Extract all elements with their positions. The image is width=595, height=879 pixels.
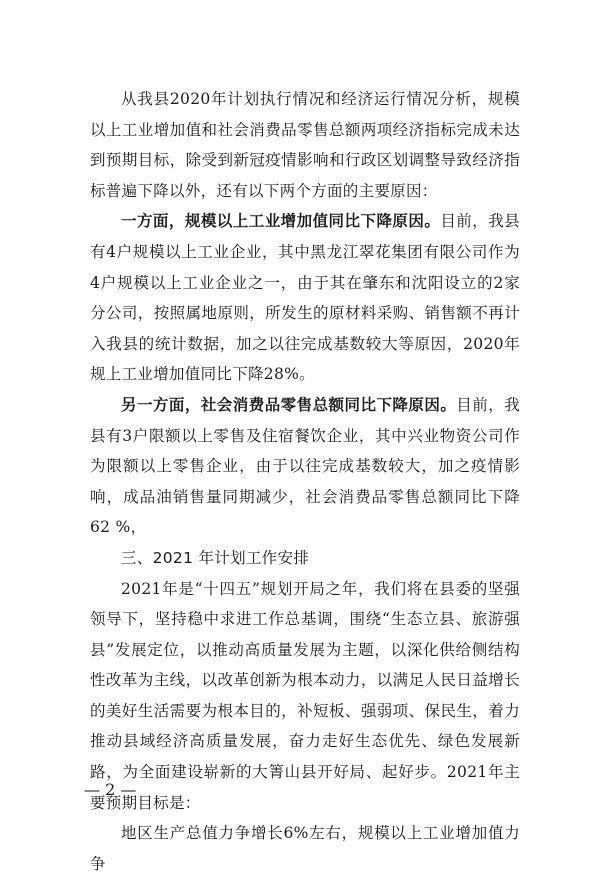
paragraph-text: 目前，我县有3户限额以上零售及住宿餐饮企业，其中兴业物资公司作为限额以上零售企业，由于以往完成基数较大，加之疫情影响，成品油销售量同期减少，社会消费品零售总额同比下降62 %， — [90, 395, 520, 537]
paragraph-industrial-decline — [90, 206, 520, 390]
section-heading: 三、2021 年计划工作安排 — [121, 548, 310, 567]
paragraph-lead: 另一方面，社会消费品零售总额同比下降原因。 — [121, 395, 457, 414]
paragraph-text: 地区生产总值力争增长6%左右，规模以上工业增加值力争 — [90, 824, 520, 873]
paragraph-targets — [90, 818, 520, 879]
paragraph-retail-decline — [90, 390, 520, 543]
paragraph-text: 从我县2020年计划执行情况和经济运行情况分析，规模以上工业增加值和社会消费品零售总额两项经济指标完成未达到预期目标，除受到新冠疫情影响和行政区划调整导致经济指标普遍下降以外，还有以下两个方面的主要原因： — [90, 90, 520, 200]
paragraph-lead: 一方面，规模以上工业增加值同比下降原因。 — [121, 212, 441, 231]
paragraph-text: 2021年是“十四五”规划开局之年，我们将在县委的坚强领导下，坚持稳中求进工作总基调，围绕“生态立县、旅游强县”发展定位，以推动高质量发展为主题，以深化供给侧结构性改革为主线，以改革创新为根本动力，以满足人民日益增长的美好生活需要为根本目的，补短板、强弱项、保民生，着力推动县域经济高质量发展，奋力走好生态优先、绿色发展新路，为全面建设崭新的大箐山县开好局、起好步。2021年主要预期目标是： — [90, 579, 520, 812]
paragraph-2021-plan — [90, 574, 520, 819]
paragraph-analysis-intro — [90, 84, 520, 206]
page-number: — 2 — — [84, 780, 137, 799]
paragraph-text: 目前，我县有4户规模以上工业企业，其中黑龙江翠花集团有限公司作为4户规模以上工业企业之一，由于其在肇东和沈阳设立的2家分公司，按照属地原则，所发生的原材料采购、销售额不再计入我县的统计数据，加之以往完成基数较大等原因，2020年规上工业增加值同比下降28%。 — [90, 212, 520, 384]
document-body — [90, 84, 520, 879]
